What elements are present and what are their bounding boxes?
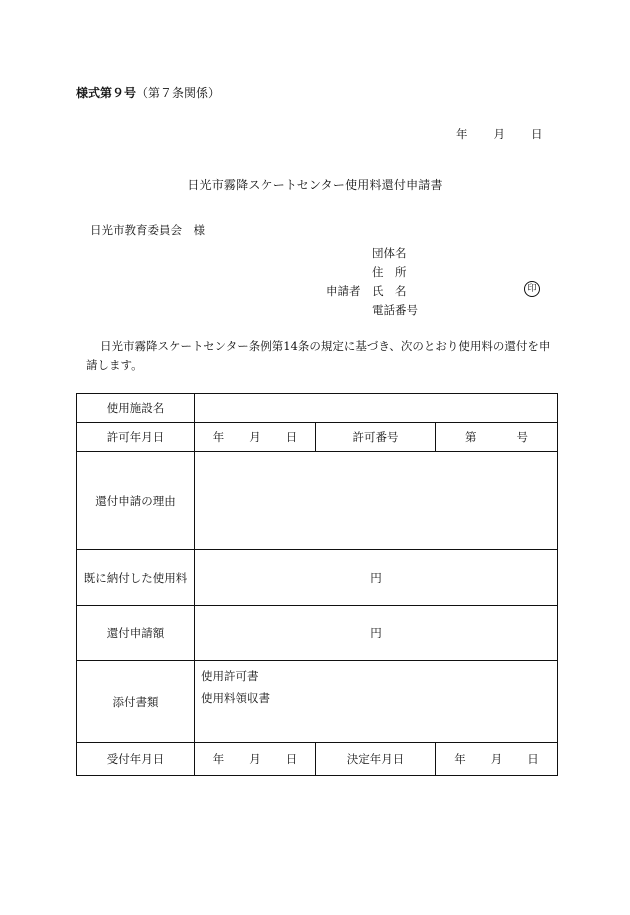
date-year-label: 年 [456, 127, 468, 141]
form-relation: （第７条関係） [136, 86, 221, 100]
table-row [77, 661, 558, 743]
table-row [77, 394, 558, 423]
month-label: 月 [249, 752, 261, 766]
submission-date [456, 126, 543, 142]
decision-date-label: 決定年月日 [316, 743, 436, 776]
seal-mark: 印 [524, 281, 540, 297]
month-label: 月 [249, 430, 261, 444]
date-day-label: 日 [531, 127, 543, 141]
body-text: 日光市霧降スケートセンター条例第14条の規定に基づき、次のとおり使用料の還付を申請します。 [86, 339, 551, 372]
permit-number-label: 許可番号 [316, 423, 436, 452]
table-row [77, 550, 558, 606]
addressee: 日光市教育委員会 様 [90, 223, 205, 237]
body-paragraph [86, 337, 560, 375]
permit-number-field[interactable] [436, 423, 558, 452]
permit-number-suffix: 号 [516, 430, 528, 444]
permit-date-label: 許可年月日 [77, 423, 195, 452]
table-row [77, 606, 558, 661]
year-label: 年 [454, 752, 466, 766]
year-label: 年 [212, 430, 225, 444]
permit-date-field[interactable] [195, 423, 316, 452]
received-date-label: 受付年月日 [77, 743, 195, 776]
yen-unit: 円 [370, 570, 382, 585]
yen-unit: 円 [370, 626, 382, 640]
form-number [76, 84, 220, 101]
reason-label: 還付申請の理由 [77, 452, 195, 550]
day-label: 日 [285, 752, 298, 766]
form-number-bold: 様式第９号 [76, 86, 137, 100]
attachments-label: 添付書類 [77, 661, 195, 743]
refund-amount-field[interactable] [195, 606, 558, 661]
applicant-name-label: 氏 名 [372, 284, 407, 298]
facility-label: 使用施設名 [77, 394, 195, 423]
table-row [77, 743, 558, 776]
applicant-address-label: 住 所 [372, 265, 407, 279]
reason-field[interactable] [195, 452, 558, 550]
table-row [77, 452, 558, 550]
day-label: 日 [285, 430, 298, 444]
facility-field[interactable] [195, 394, 558, 423]
date-month-label: 月 [493, 127, 505, 141]
attachment-item: 使用料領収書 [201, 691, 270, 705]
received-date-field[interactable] [195, 743, 316, 776]
decision-date-field[interactable] [436, 743, 558, 776]
month-label: 月 [490, 752, 503, 766]
applicant-group-name-label: 団体名 [372, 246, 407, 260]
year-label: 年 [212, 752, 225, 766]
paid-fee-label: 既に納付した使用料 [77, 550, 195, 606]
applicant-label: 申請者 [326, 284, 361, 298]
attachment-item: 使用許可書 [201, 669, 259, 683]
day-label: 日 [527, 752, 539, 766]
application-table [76, 393, 558, 776]
permit-number-prefix: 第 [465, 430, 477, 444]
refund-amount-label: 還付申請額 [77, 606, 195, 661]
page-title: 日光市霧降スケートセンター使用料還付申請書 [187, 178, 443, 192]
applicant-phone-label: 電話番号 [372, 303, 418, 317]
table-row [77, 423, 558, 452]
paid-fee-field[interactable] [195, 550, 558, 606]
attachments-field [195, 661, 558, 743]
